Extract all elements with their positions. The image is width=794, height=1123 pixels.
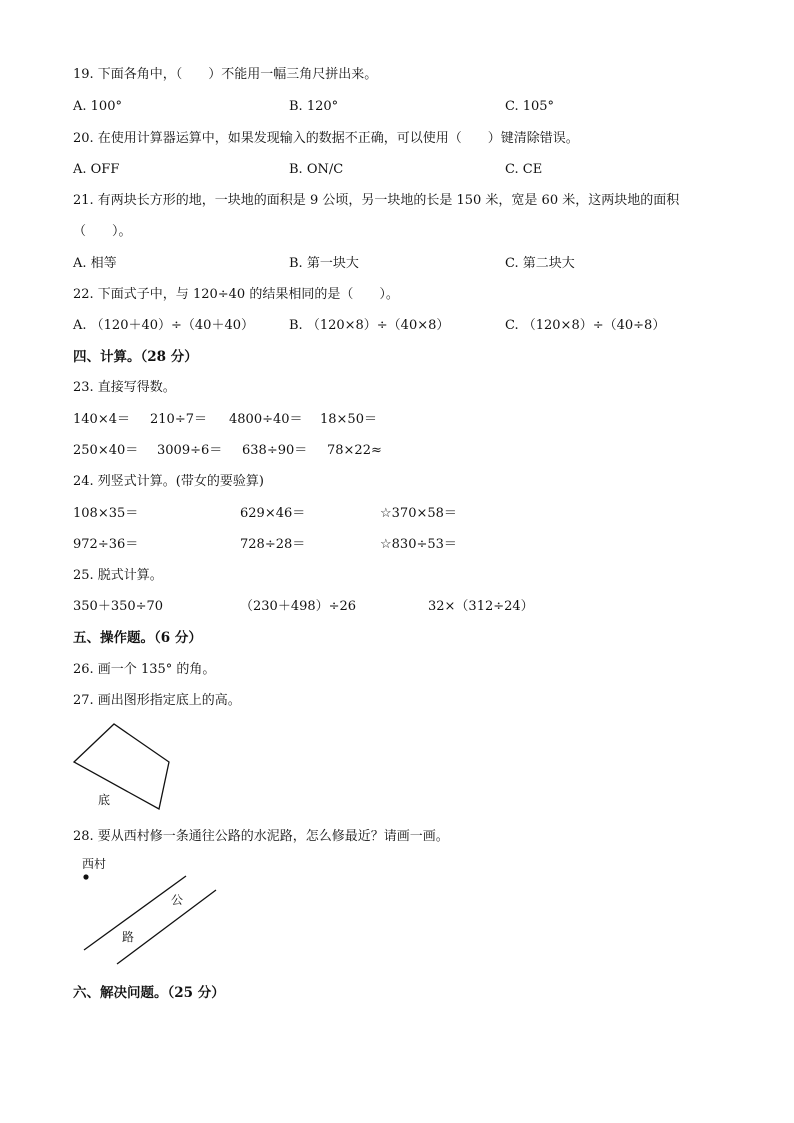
- q27-stem: 27. 画出图形指定底上的高。: [73, 693, 241, 708]
- q24-stem: 24. 列竖式计算。(带女的要验算): [73, 474, 264, 489]
- q19-option-b: B. 120°: [289, 99, 339, 114]
- q23-stem: 23. 直接写得数。: [73, 380, 176, 395]
- q23-item: 78×22≈: [327, 443, 382, 458]
- section-6-title: 六、解决问题。（25 分）: [73, 985, 225, 1001]
- q24-item: 972÷36＝: [73, 537, 139, 552]
- q25-item: 350＋350÷70: [73, 599, 164, 614]
- q23-item: 210÷7＝: [150, 412, 207, 427]
- q23-item: 638÷90＝: [242, 443, 308, 458]
- q22-option-a: A. （120＋40）÷（40＋40）: [73, 318, 254, 333]
- q20-stem: 20. 在使用计算器运算中，如果发现输入的数据不正确，可以使用（ ）键清除错误。: [73, 131, 579, 146]
- road-label-1: 公: [171, 893, 184, 907]
- q22-option-c: C. （120×8）÷（40÷8）: [505, 318, 666, 333]
- road-edge-2: [117, 890, 216, 964]
- q21-option-b: B. 第一块大: [289, 256, 359, 271]
- q28-stem: 28. 要从西村修一条通往公路的水泥路，怎么修最近？请画一画。: [73, 829, 449, 844]
- q24-item: ☆370×58＝: [380, 506, 457, 521]
- road-edge-1: [84, 876, 186, 950]
- q23-item: 18×50＝: [320, 412, 377, 427]
- q22-stem: 22. 下面式子中，与 120÷40 的结果相同的是（ ）。: [73, 287, 399, 302]
- base-label: 底: [98, 793, 111, 807]
- road-label-2: 路: [122, 930, 135, 944]
- q24-item: 728÷28＝: [240, 537, 306, 552]
- q24-item: 629×46＝: [240, 506, 306, 521]
- q22-option-b: B. （120×8）÷（40×8）: [289, 318, 450, 333]
- q21-option-a: A. 相等: [73, 256, 117, 271]
- q19-stem: 19. 下面各角中，（ ）不能用一幅三角尺拼出来。: [73, 67, 378, 82]
- q23-item: 140×4＝: [73, 412, 130, 427]
- quadrilateral-shape: [74, 724, 169, 809]
- section-5-title: 五、操作题。（6 分）: [73, 630, 202, 646]
- village-point: [83, 874, 88, 879]
- q27-quadrilateral-figure: [60, 715, 200, 815]
- q20-option-b: B. ON/C: [289, 162, 344, 177]
- village-label: 西村: [82, 857, 107, 871]
- q25-stem: 25. 脱式计算。: [73, 568, 163, 583]
- q28-road-figure: [70, 852, 240, 972]
- q26-stem: 26. 画一个 135° 的角。: [73, 662, 216, 677]
- q25-item: 32×（312÷24）: [428, 599, 534, 614]
- q20-option-a: A. OFF: [73, 162, 120, 177]
- q23-item: 4800÷40＝: [229, 412, 303, 427]
- q25-item: （230＋498）÷26: [240, 599, 357, 614]
- section-4-title: 四、计算。（28 分）: [73, 349, 198, 365]
- q21-stem-continued: （ ）。: [73, 224, 132, 239]
- q19-option-c: C. 105°: [505, 99, 555, 114]
- q19-option-a: A. 100°: [73, 99, 122, 114]
- q23-item: 3009÷6＝: [157, 443, 223, 458]
- q24-item: 108×35＝: [73, 506, 139, 521]
- q21-stem: 21. 有两块长方形的地，一块地的面积是 9 公顷，另一块地的长是 150 米，宽是 60 米，这两块地的面积: [73, 193, 680, 208]
- q24-item: ☆830÷53＝: [380, 537, 457, 552]
- q23-item: 250×40＝: [73, 443, 139, 458]
- q21-option-c: C. 第二块大: [505, 256, 575, 271]
- q20-option-c: C. CE: [505, 162, 543, 177]
